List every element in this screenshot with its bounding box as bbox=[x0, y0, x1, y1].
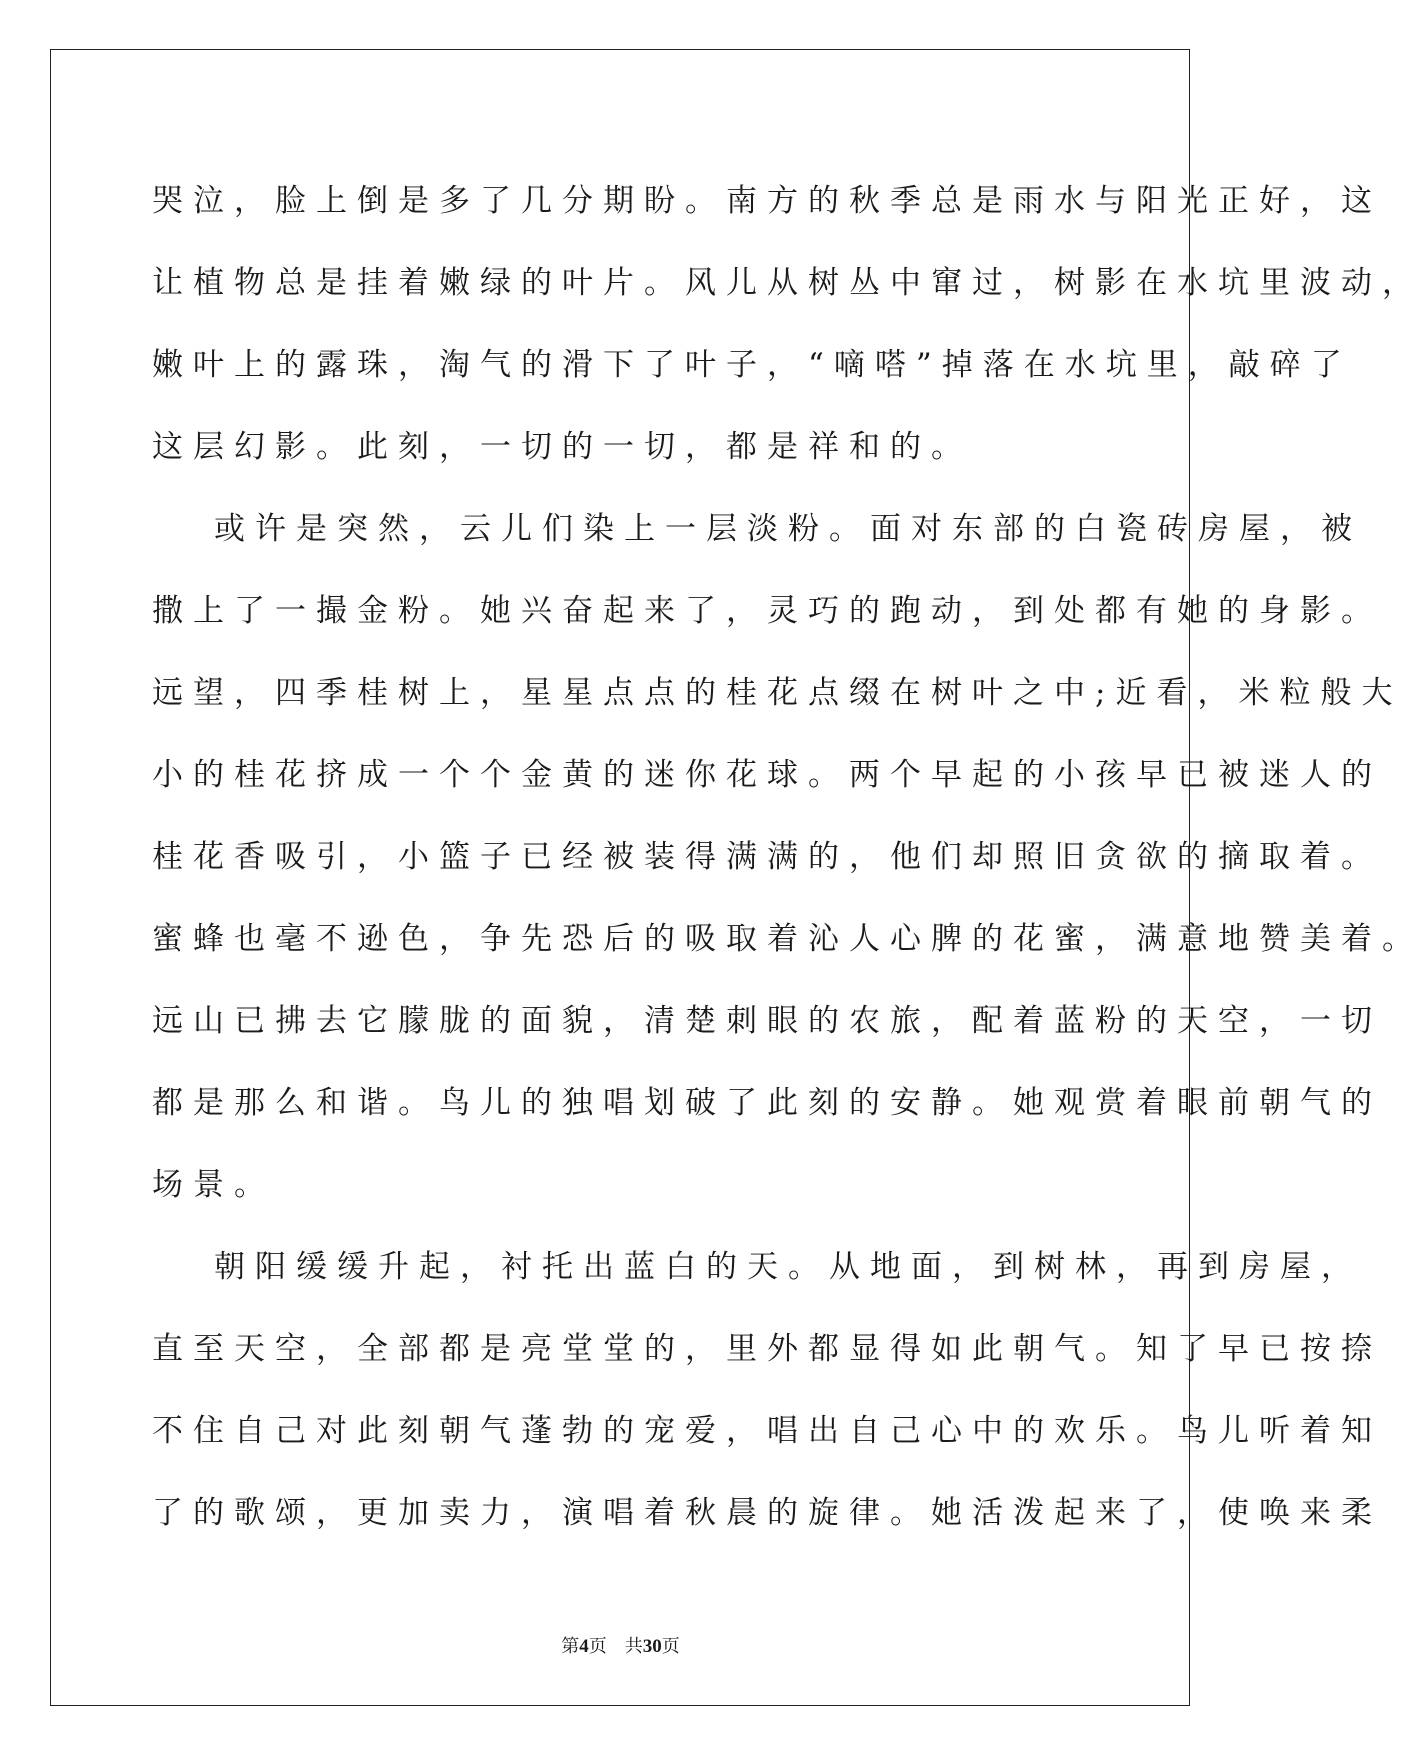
text-line: 蜜蜂也毫不逊色，争先恐后的吸取着沁人心脾的花蜜，满意地赞美着。 bbox=[152, 921, 1423, 957]
text-line: 了的歌颂，更加卖力，演唱着秋晨的旋律。她活泼起来了，使唤来柔 bbox=[152, 1495, 1382, 1531]
text-line: 直至天空，全部都是亮堂堂的，里外都显得如此朝气。知了早已按捺 bbox=[152, 1331, 1382, 1367]
text-line: 让植物总是挂着嫩绿的叶片。风儿从树丛中窜过，树影在水坑里波动， bbox=[152, 265, 1423, 301]
text-line: 不住自己对此刻朝气蓬勃的宠爱，唱出自己心中的欢乐。鸟儿听着知 bbox=[152, 1413, 1382, 1449]
text-line: 桂花香吸引，小篮子已经被装得满满的，他们却照旧贪欲的摘取着。 bbox=[152, 839, 1382, 875]
total-suffix: 页 bbox=[661, 1636, 680, 1657]
text-line: 小的桂花挤成一个个金黄的迷你花球。两个早起的小孩早已被迷人的 bbox=[152, 757, 1382, 793]
text-line: 都是那么和谐。鸟儿的独唱划破了此刻的安静。她观赏着眼前朝气的 bbox=[152, 1085, 1382, 1121]
text-line: 朝阳缓缓升起，衬托出蓝白的天。从地面，到树林，再到房屋， bbox=[214, 1249, 1362, 1285]
text-line: 场景。 bbox=[152, 1167, 275, 1203]
document-body bbox=[152, 160, 1423, 1554]
text-line: 这层幻影。此刻，一切的一切，都是祥和的。 bbox=[152, 429, 972, 465]
page-suffix: 页 bbox=[588, 1636, 607, 1657]
text-line: 或许是突然，云儿们染上一层淡粉。面对东部的白瓷砖房屋，被 bbox=[214, 511, 1362, 547]
page-number: 4 bbox=[579, 1636, 589, 1657]
total-pages: 30 bbox=[642, 1636, 662, 1657]
text-line: 远望，四季桂树上，星星点点的桂花点缀在树叶之中;近看，米粒般大 bbox=[152, 675, 1403, 711]
page-prefix: 第 bbox=[561, 1636, 580, 1657]
text-line: 远山已拂去它朦胧的面貌，清楚刺眼的农旅，配着蓝粉的天空，一切 bbox=[152, 1003, 1382, 1039]
text-line: 哭泣，脸上倒是多了几分期盼。南方的秋季总是雨水与阳光正好，这 bbox=[152, 183, 1382, 219]
text-line: 嫩叶上的露珠，淘气的滑下了叶子，“嘀嗒”掉落在水坑里，敲碎了 bbox=[152, 347, 1352, 383]
text-line: 撒上了一撮金粉。她兴奋起来了，灵巧的跑动，到处都有她的身影。 bbox=[152, 593, 1382, 629]
total-prefix: 共 bbox=[624, 1636, 643, 1657]
page-footer bbox=[0, 1632, 1241, 1658]
